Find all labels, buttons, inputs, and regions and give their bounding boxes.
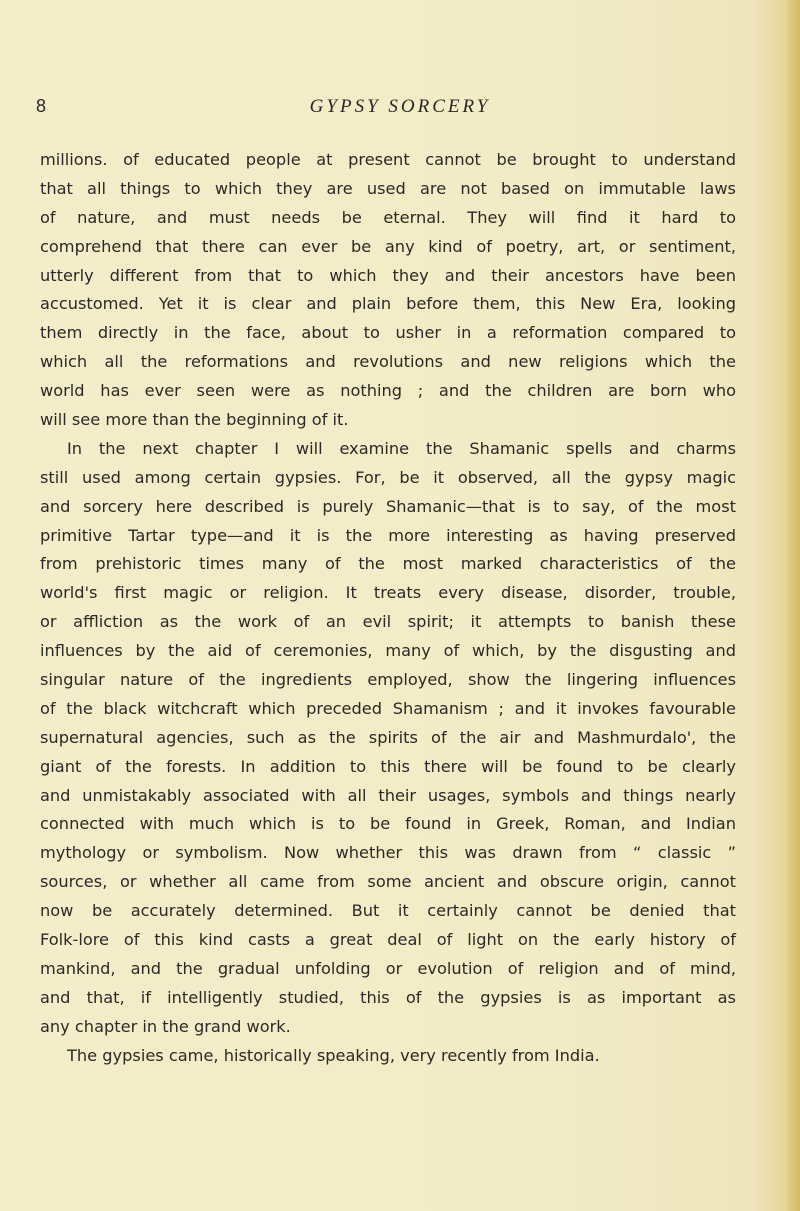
text-line: of the black witchcraft which preceded Shamanism ; and it invokes favourable <box>40 698 736 718</box>
text-line: giant of the forests. In addition to this there will be found to be clearly <box>40 756 736 776</box>
text-line: and sorcery here described is purely Shamanic—that is to say, of the most <box>40 496 736 516</box>
text-line: of nature, and must needs be eternal. They will find it hard to <box>40 207 736 227</box>
text-line: sources, or whether all came from some ancient and obscure origin, cannot <box>40 872 736 892</box>
text-line: which all the reformations and revolutions and new religions which the <box>40 352 736 372</box>
text-line: mythology or symbolism. Now whether this was drawn from “ classic ” <box>40 843 736 863</box>
body-text <box>40 146 736 1071</box>
text-line: singular nature of the ingredients employed, show the lingering influences <box>40 670 736 690</box>
text-line: will see more than the beginning of it. <box>40 410 349 430</box>
text-line: any chapter in the grand work. <box>40 1016 291 1036</box>
text-line: that all things to which they are used are not based on immutable laws <box>40 178 736 198</box>
running-head <box>0 96 800 120</box>
text-line: still used among certain gypsies. For, be it observed, all the gypsy magic <box>40 467 736 487</box>
text-line: millions. of educated people at present cannot be brought to understand <box>40 150 736 169</box>
text-line: and unmistakably associated with all their usages, symbols and things nearly <box>40 785 736 805</box>
text-line: connected with much which is to be found in Greek, Roman, and Indian <box>40 814 736 834</box>
text-line: comprehend that there can ever be any kind of poetry, art, or sentiment, <box>40 236 736 256</box>
text-line: influences by the aid of ceremonies, many of which, by the disgusting and <box>40 641 736 661</box>
text-line: from prehistoric times many of the most marked characteristics of the <box>40 554 736 574</box>
text-line: primitive Tartar type—and it is the more interesting as having preserved <box>40 525 736 545</box>
page-number: 8 <box>36 96 48 116</box>
text-line: utterly different from that to which they and their ancestors have been <box>40 265 736 285</box>
text-line: accustomed. Yet it is clear and plain before them, this New Era, looking <box>40 294 736 314</box>
text-line: them directly in the face, about to usher in a reformation compared to <box>40 323 736 343</box>
text-line: world has ever seen were as nothing ; and the children are born who <box>40 381 736 401</box>
paragraph-start-line: In the next chapter I will examine the Shamanic spells and charms <box>67 438 736 458</box>
text-line: and that, if intelligently studied, this of the gypsies is as important as <box>40 987 736 1007</box>
text-line: supernatural agencies, such as the spirits of the air and Mashmurdalo', the <box>40 727 736 747</box>
text-line: now be accurately determined. But it certainly cannot be denied that <box>40 901 736 921</box>
text-line: mankind, and the gradual unfolding or evolution of religion and of mind, <box>40 958 736 978</box>
paragraph-start-line: The gypsies came, historically speaking, very recently from India. <box>67 1045 600 1065</box>
text-line: Folk-lore of this kind casts a great deal of light on the early history of <box>40 930 736 950</box>
text-line: or affliction as the work of an evil spirit; it attempts to banish these <box>40 612 736 632</box>
text-line: world's first magic or religion. It treats every disease, disorder, trouble, <box>40 583 736 603</box>
running-title: GYPSY SORCERY <box>309 96 491 117</box>
page-edge-shadow <box>786 0 800 1211</box>
